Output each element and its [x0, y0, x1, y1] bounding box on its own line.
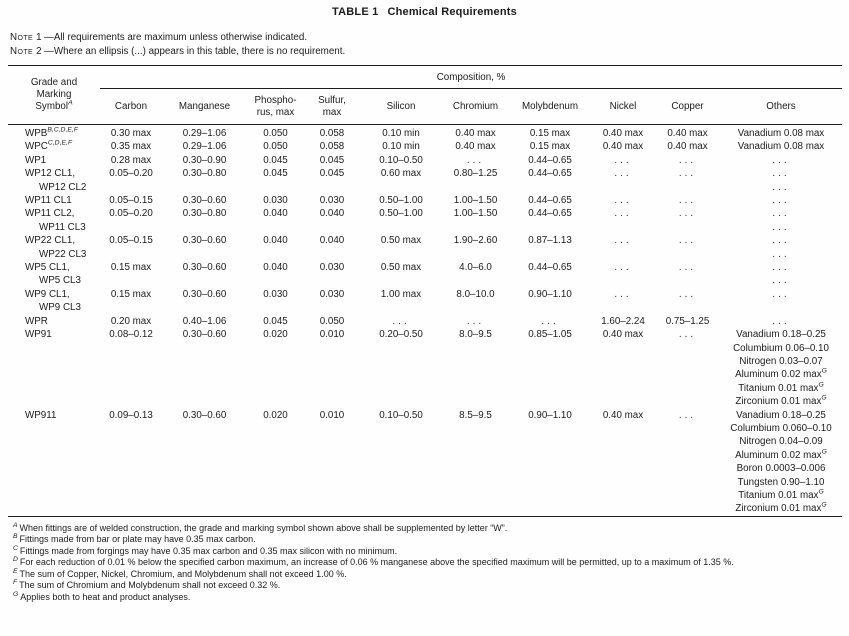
table-row: [8, 409, 842, 517]
others-line: ...: [772, 181, 790, 193]
table-row: [8, 261, 842, 288]
grade-line: WP91: [25, 329, 52, 341]
sulfur-cell: 0.030: [319, 262, 345, 274]
column-header-line: max: [322, 106, 342, 118]
molybdenum-cell: 0.44–0.65: [528, 154, 572, 166]
carbon-cell: 0.05–0.20: [109, 208, 153, 220]
footnote-text: The sum of Chromium and Molybdenum shall not exceed 0.32 %.: [19, 580, 281, 591]
table-row: [8, 194, 842, 207]
footnote-b: [8, 534, 846, 546]
nickel-cell: ...: [614, 208, 632, 220]
copper-cell: ...: [678, 329, 697, 341]
silicon-cell: 0.50–1.00: [379, 195, 423, 207]
footnote-e: [8, 569, 846, 581]
manganese-cell: 0.30–0.60: [182, 235, 227, 247]
carbon-cell: 0.28 max: [110, 154, 152, 166]
chromium-cell: 0.80–1.25: [453, 168, 498, 180]
grade-line: WP11 CL3: [39, 221, 86, 233]
footnotes-block: [8, 523, 846, 604]
footnote-d: [8, 557, 846, 569]
phosphorus-cell: 0.040: [263, 208, 288, 220]
nickel-cell: ...: [614, 168, 632, 180]
manganese-cell: 0.30–0.80: [182, 168, 227, 180]
copper-cell: 0.40 max: [667, 141, 708, 153]
chromium-cell: 0.40 max: [455, 141, 496, 153]
molybdenum-cell: 0.44–0.65: [528, 195, 572, 207]
sulfur-cell: 0.045: [319, 168, 345, 180]
footnote-marker: G: [821, 368, 827, 376]
grade-line: WPR: [25, 315, 48, 327]
grade-line: WP12 CL2: [39, 181, 87, 193]
others-line: ...: [772, 195, 790, 207]
footnote-marker: C: [13, 544, 18, 552]
silicon-cell: 0.50–1.00: [379, 208, 423, 220]
silicon-cell: 0.50 max: [380, 235, 422, 247]
footnote-marker: F: [13, 579, 18, 587]
grade-cell: [8, 261, 100, 288]
grade-line: WP1: [25, 154, 47, 166]
column-header-chromium: [442, 89, 509, 125]
chromium-cell: ...: [466, 315, 485, 327]
carbon-cell: 0.15 max: [110, 262, 152, 274]
silicon-cell: 0.10 min: [382, 141, 420, 153]
molybdenum-cell: 0.90–1.10: [528, 288, 572, 300]
grade-column-header-line: Grade and: [30, 77, 78, 88]
carbon-cell: 0.35 max: [110, 141, 152, 153]
grade-cell: [8, 154, 100, 167]
sulfur-cell: 0.045: [319, 154, 345, 166]
nickel-cell: ...: [614, 235, 632, 247]
others-cell: [720, 207, 842, 234]
silicon-cell: 0.60 max: [380, 168, 422, 180]
phosphorus-cell: 0.030: [263, 288, 288, 300]
molybdenum-cell: 0.85–1.05: [528, 329, 572, 341]
sulfur-cell: 0.040: [319, 208, 345, 220]
chromium-cell: 1.90–2.60: [453, 235, 498, 247]
others-line: ...: [772, 288, 790, 300]
chromium-cell: 0.40 max: [455, 128, 496, 139]
others-line: Zirconium 0.01 $\max^G$: [735, 394, 827, 408]
phosphorus-cell: 0.050: [263, 128, 288, 139]
footnote-marker: B: [13, 533, 18, 541]
chromium-cell: 8.0–9.5: [459, 329, 492, 341]
silicon-cell: 0.10 min: [382, 128, 420, 139]
others-line: Titanium 0.01 $\max^G$: [738, 381, 824, 394]
molybdenum-cell: 0.44–0.65: [528, 262, 572, 274]
phosphorus-cell: 0.030: [263, 195, 288, 207]
carbon-cell: 0.20 max: [110, 315, 152, 327]
grade-cell: [8, 288, 100, 315]
carbon-cell: 0.05–0.15: [109, 235, 153, 247]
footnote-text: Fittings made from forgings may have 0.35 max carbon and 0.35 max silicon with no minimum.: [19, 545, 398, 556]
copper-cell: ...: [678, 235, 697, 247]
chromium-cell: 8.5–9.5: [459, 409, 492, 421]
grade-line: WP22 CL3: [39, 248, 87, 260]
others-cell: [720, 234, 842, 261]
molybdenum-cell: 0.87–1.13: [528, 235, 572, 247]
others-line: Zirconium 0.01 $\max^G$: [735, 502, 827, 515]
nickel-cell: 0.40 max: [602, 409, 644, 421]
others-line: Vanadium 0.18–0.25: [736, 409, 826, 421]
others-cell: [720, 288, 842, 315]
others-line: Vanadium 0.18–0.25: [736, 329, 826, 341]
manganese-cell: 0.30–0.60: [182, 262, 227, 274]
nickel-cell: ...: [614, 262, 632, 274]
others-cell: [720, 140, 842, 153]
footnote-marker: A: [68, 99, 73, 107]
column-header-nickel: [591, 89, 655, 125]
table-row: [8, 328, 842, 408]
footnote-marker: G: [821, 394, 827, 402]
column-header-line: Others: [766, 100, 796, 112]
others-line: Nitrogen 0.03–0.07: [739, 355, 823, 367]
column-header-line: Phospho-: [254, 95, 297, 106]
others-line: Nitrogen 0.04–0.09: [739, 436, 823, 448]
column-header-line: Nickel: [609, 100, 637, 112]
sulfur-cell: 0.010: [319, 329, 345, 341]
sulfur-cell: 0.040: [319, 235, 345, 247]
others-line: ...: [772, 262, 790, 274]
grade-cell: [8, 234, 100, 261]
footnote-text: The sum of Copper, Nickel, Chromium, and Molybdenum shall not exceed 1.00 %.: [19, 568, 347, 579]
molybdenum-cell: 0.44–0.65: [528, 168, 572, 180]
sulfur-cell: 0.030: [319, 195, 345, 207]
grade-cell: [8, 140, 100, 153]
grade-line: WP9 CL3: [39, 302, 81, 314]
column-headers-row: [8, 89, 842, 125]
header-row-top: [8, 66, 842, 89]
note-1-text: —All requirements are maximum unless otherwise indicated.: [44, 32, 308, 43]
footnote-marker: B,C,D,E,F: [47, 126, 78, 134]
manganese-cell: 0.30–0.60: [182, 288, 227, 300]
carbon-cell: 0.15 max: [110, 288, 152, 300]
others-cell: [720, 125, 842, 141]
nickel-cell: ...: [614, 154, 632, 166]
column-header-line: Molybdenum: [521, 100, 579, 112]
column-header-others: [720, 89, 842, 125]
nickel-cell: ...: [614, 288, 632, 300]
chromium-cell: 8.0–10.0: [456, 288, 495, 300]
footnote-marker: G: [821, 502, 827, 510]
column-header-line: Manganese: [178, 100, 231, 112]
molybdenum-cell: 0.15 max: [529, 128, 571, 139]
column-header-manganese: [162, 89, 247, 125]
carbon-cell: 0.05–0.15: [109, 195, 153, 207]
copper-cell: 0.75–1.25: [665, 315, 710, 327]
footnote-text: For each reduction of 0.01 % below the specified carbon maximum, an increase of 0.06 % manganese above the specified maximum will be permitted, up to a maximum of 1.35 %.: [19, 557, 734, 568]
copper-cell: ...: [678, 262, 697, 274]
table-row: [8, 315, 842, 328]
manganese-cell: 0.30–0.60: [182, 195, 227, 207]
column-header-line: Chromium: [452, 100, 499, 112]
others-line: Aluminum 0.02 $\max^G$: [735, 448, 827, 461]
footnote-a: [8, 523, 846, 535]
phosphorus-cell: 0.050: [263, 141, 288, 153]
others-line: ...: [772, 315, 790, 327]
others-line: Columbium 0.06–0.10: [733, 342, 829, 354]
column-header-molybdenum: [509, 89, 591, 125]
manganese-cell: 0.30–0.60: [182, 329, 227, 341]
footnote-f: [8, 580, 846, 592]
composition-header-label: Composition, %: [436, 71, 506, 83]
table-header: [8, 66, 842, 125]
table-number: TABLE 1: [332, 6, 379, 18]
note-2-text: —Where an ellipsis (...) appears in this table, there is no requirement.: [44, 45, 346, 57]
column-header-sulfur: [304, 89, 360, 125]
footnote-text: Applies both to heat and product analyses.: [20, 591, 191, 602]
chromium-cell: ...: [466, 154, 485, 166]
others-cell: [720, 167, 842, 194]
manganese-cell: 0.30–0.80: [182, 208, 227, 220]
table-row: [8, 207, 842, 234]
sulfur-cell: 0.030: [319, 288, 345, 300]
grade-line: WP12 CL1,: [25, 168, 76, 180]
column-header-line: Sulfur,: [318, 95, 346, 106]
column-header-line: Carbon: [114, 100, 148, 112]
nickel-cell: 1.60–2.24: [601, 315, 645, 327]
copper-cell: ...: [678, 154, 697, 166]
nickel-cell: 0.40 max: [602, 128, 644, 139]
others-line: ...: [772, 221, 790, 233]
grade-line: WP911: [25, 409, 57, 421]
others-line: ...: [772, 154, 790, 166]
chromium-cell: 1.00–1.50: [453, 195, 498, 207]
silicon-cell: 1.00 max: [380, 288, 422, 300]
grade-line: WP5 CL1,: [25, 262, 70, 274]
manganese-cell: 0.29–1.06: [182, 128, 227, 139]
grade-line: WP22 CL1,: [25, 235, 76, 247]
phosphorus-cell: 0.040: [263, 235, 288, 247]
others-cell: [720, 409, 842, 517]
column-header-silicon: [360, 89, 442, 125]
table-row: [8, 288, 842, 315]
footnote-marker: E: [13, 567, 18, 575]
sulfur-cell: 0.010: [319, 409, 345, 421]
molybdenum-cell: ...: [541, 315, 559, 327]
copper-cell: ...: [678, 168, 697, 180]
composition-header: [100, 66, 842, 89]
column-header-copper: [655, 89, 720, 125]
table-row: [8, 154, 842, 167]
note-1-label: Note 1: [10, 32, 43, 43]
grade-column-header-line: Symbol$^A$: [35, 99, 73, 112]
copper-cell: ...: [678, 195, 697, 207]
footnote-marker: C,D,E,F: [47, 140, 73, 148]
grade-cell: [8, 328, 100, 408]
others-line: ...: [772, 168, 790, 180]
carbon-cell: 0.09–0.13: [109, 409, 153, 421]
copper-cell: ...: [678, 208, 697, 220]
grade-cell: [8, 167, 100, 194]
phosphorus-cell: 0.020: [263, 409, 288, 421]
silicon-cell: 0.50 max: [380, 262, 422, 274]
grade-line: WP9 CL1,: [25, 288, 70, 300]
molybdenum-cell: 0.44–0.65: [528, 208, 572, 220]
grade-cell: [8, 207, 100, 234]
nickel-cell: ...: [614, 195, 632, 207]
others-line: ...: [772, 248, 790, 260]
manganese-cell: 0.29–1.06: [182, 141, 227, 153]
grade-line: $WPC^{C,D,E,F}$: [25, 140, 73, 153]
others-line: Columbium 0.060–0.10: [730, 422, 832, 434]
column-header-line: rus, max: [256, 106, 295, 118]
copper-cell: 0.40 max: [667, 128, 708, 139]
silicon-cell: 0.10–0.50: [379, 409, 423, 421]
footnote-marker: A: [13, 521, 18, 529]
others-line: Boron 0.0003–0.006: [736, 463, 826, 475]
column-header-phospho: [247, 89, 304, 125]
carbon-cell: 0.05–0.20: [109, 168, 153, 180]
manganese-cell: 0.30–0.90: [182, 154, 227, 166]
sulfur-cell: 0.050: [319, 315, 345, 327]
grade-line: WP5 CL3: [39, 275, 81, 287]
grade-line: WP11 CL2,: [25, 208, 75, 220]
silicon-cell: ...: [392, 315, 410, 327]
notes-block: [10, 31, 843, 58]
grade-column-header-line: Marking: [36, 89, 72, 100]
column-header-carbon: [100, 89, 162, 125]
grade-cell: [8, 315, 100, 328]
table-row: [8, 140, 842, 153]
column-header-line: Copper: [671, 100, 704, 112]
footnote-text: When fittings are of welded construction, the grade and marking symbol shown above shall be supplemented by letter “W”.: [19, 522, 508, 533]
molybdenum-cell: 0.15 max: [529, 141, 571, 153]
manganese-cell: 0.40–1.06: [182, 315, 227, 327]
silicon-cell: 0.20–0.50: [379, 329, 423, 341]
footnote-marker: G: [818, 488, 824, 496]
others-line: ...: [772, 235, 790, 247]
table-row: [8, 125, 842, 141]
others-line: ...: [772, 275, 790, 287]
others-line: Titanium 0.01 $\max^G$: [738, 488, 824, 501]
molybdenum-cell: 0.90–1.10: [528, 409, 572, 421]
note-2-label: Note 2: [10, 45, 43, 57]
grade-cell: [8, 194, 100, 207]
others-cell: [720, 315, 842, 328]
phosphorus-cell: 0.020: [263, 329, 288, 341]
footnote-marker: G: [13, 590, 19, 598]
others-cell: [720, 328, 842, 408]
grade-cell: [8, 125, 100, 141]
footnote-marker: G: [821, 448, 827, 456]
copper-cell: ...: [678, 288, 697, 300]
footnote-marker: D: [13, 556, 18, 564]
others-line: Tungsten 0.90–1.10: [737, 476, 825, 488]
others-line: Vanadium 0.08 max: [737, 141, 825, 153]
table-caption: Chemical Requirements: [387, 6, 517, 18]
carbon-cell: 0.30 max: [110, 128, 152, 139]
footnote-c: [8, 546, 846, 558]
others-line: Aluminum 0.02 $\max^G$: [735, 368, 827, 381]
sulfur-cell: 0.058: [319, 141, 345, 153]
note-2: [10, 45, 843, 59]
chromium-cell: 4.0–6.0: [459, 262, 492, 274]
phosphorus-cell: 0.040: [263, 262, 288, 274]
silicon-cell: 0.10–0.50: [379, 154, 423, 166]
copper-cell: ...: [678, 409, 697, 421]
chemical-requirements-table: [8, 65, 842, 517]
others-cell: [720, 194, 842, 207]
table-title: [0, 0, 849, 18]
nickel-cell: 0.40 max: [602, 329, 644, 341]
phosphorus-cell: 0.045: [263, 168, 288, 180]
others-cell: [720, 261, 842, 288]
phosphorus-cell: 0.045: [263, 315, 288, 327]
phosphorus-cell: 0.045: [263, 154, 288, 166]
footnote-g: [8, 592, 846, 604]
footnote-text: Fittings made from bar or plate may have 0.35 max carbon.: [19, 534, 256, 545]
table-row: [8, 167, 842, 194]
sulfur-cell: 0.058: [319, 128, 345, 139]
manganese-cell: 0.30–0.60: [182, 409, 227, 421]
carbon-cell: 0.08–0.12: [109, 329, 153, 341]
grade-column-header: [8, 66, 100, 125]
footnote-marker: G: [818, 381, 824, 389]
others-line: Vanadium 0.08 max: [737, 128, 825, 139]
chromium-cell: 1.00–1.50: [453, 208, 498, 220]
grade-line: $WPB^{B,C,D,E,F}$: [25, 126, 78, 139]
others-cell: [720, 154, 842, 167]
table-body: [8, 125, 842, 517]
grade-cell: [8, 409, 100, 517]
column-header-line: Silicon: [386, 100, 416, 112]
others-line: ...: [772, 208, 790, 220]
nickel-cell: 0.40 max: [602, 141, 644, 153]
note-1: [10, 31, 843, 45]
grade-line: WP11 CL1: [25, 195, 72, 207]
table-row: [8, 234, 842, 261]
